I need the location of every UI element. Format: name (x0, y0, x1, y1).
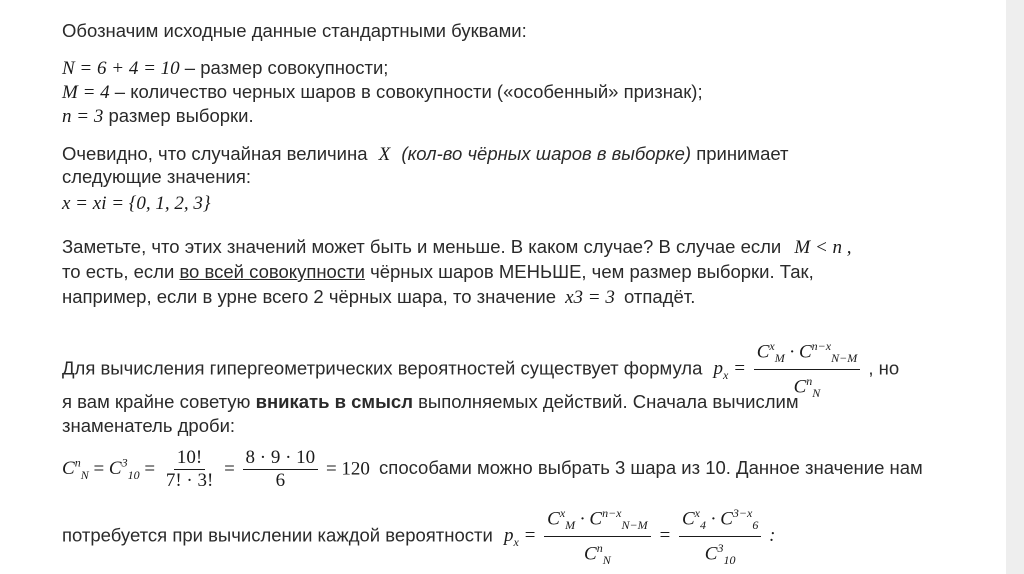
values-set: x = xi = {0, 1, 2, 3} (62, 193, 211, 214)
remark-text-3b: отпадёт. (624, 286, 696, 307)
def-n-formula: N = 6 + 4 = 10 (62, 58, 180, 79)
def-m-text: – количество черных шаров в совокупности («особенный» признак); (114, 81, 703, 102)
advice-bold: вникать в смысл (255, 391, 413, 412)
def-m-black (62, 81, 703, 104)
random-var-symbol: X (378, 144, 391, 165)
remark-text-2b: чёрных шаров МЕНЬШЕ, чем размер выборки. Так, (370, 261, 814, 282)
remark-x3-formula: x3 = 3 (565, 287, 615, 308)
denominator-heading: знаменатель дроби: (62, 415, 236, 436)
remark-line-3 (62, 286, 695, 309)
combination-formula: $C^n_N = C^3_{10}$ = $\frac{10!}{7! \cdot 3!}$ = $\frac{8 \cdot 9 \cdot 10}{6}$ = 120 (62, 447, 370, 492)
random-var-desc: (кол-во чёрных шаров в выборке) (401, 143, 692, 164)
remark-line-1 (62, 236, 852, 259)
combination-text: способами можно выбрать 3 шара из 10. Данное значение нам (379, 456, 923, 478)
values-intro: следующие значения: (62, 166, 252, 187)
def-sample-formula: n = 3 (62, 106, 104, 127)
random-var-line (62, 143, 789, 166)
advice-text-a: я вам крайне советую (62, 391, 251, 412)
values-formula (62, 192, 210, 215)
def-sample-size (62, 105, 254, 128)
each-probability-formula: $p_x$ = $\frac{C^x_M \cdot C^{n-x}_{N-M}}{C^n_N}$ = $\frac{C^x_4 \cdot C^{3-x}_6}{C^3_{10}}$ : (504, 503, 775, 570)
remark-text-1: Заметьте, что этих значений может быть и меньше. В каком случае? В случае если (62, 236, 782, 257)
remark-text-3a: например, если в урне всего 2 чёрных шара, то значение (62, 286, 556, 307)
each-probability-text: потребуется при вычислении каждой вероятности (62, 524, 493, 546)
def-n-total (62, 57, 388, 80)
remark-line-2 (62, 261, 814, 283)
right-edge-strip (1006, 0, 1024, 574)
remark-text-2a: то есть, если (62, 261, 175, 282)
hypergeom-intro: Для вычисления гипергеометрических вероятностей существует формула (62, 357, 703, 379)
remark-condition: M < n , (794, 237, 852, 258)
def-n-text: – размер совокупности; (184, 57, 389, 78)
def-m-formula: M = 4 (62, 82, 110, 103)
random-var-verb: принимает (696, 143, 789, 164)
def-sample-text: размер выборки. (108, 105, 254, 126)
intro-heading: Обозначим исходные данные стандартными буквами: (62, 20, 527, 41)
remark-underlined: во всей совокупности (179, 261, 365, 282)
hypergeom-but: , но (868, 357, 900, 379)
combination-line (62, 440, 923, 498)
advice-text-c: выполняемых действий. Сначала вычислим (418, 391, 799, 412)
hypergeom-formula: $p_x$ = $\frac{C^x_M \cdot C^{n-x}_{N-M}}{C^n_N}$ (714, 336, 864, 403)
advice-line (62, 391, 799, 413)
each-probability-line (62, 503, 775, 570)
random-var-intro: Очевидно, что случайная величина (62, 143, 368, 164)
